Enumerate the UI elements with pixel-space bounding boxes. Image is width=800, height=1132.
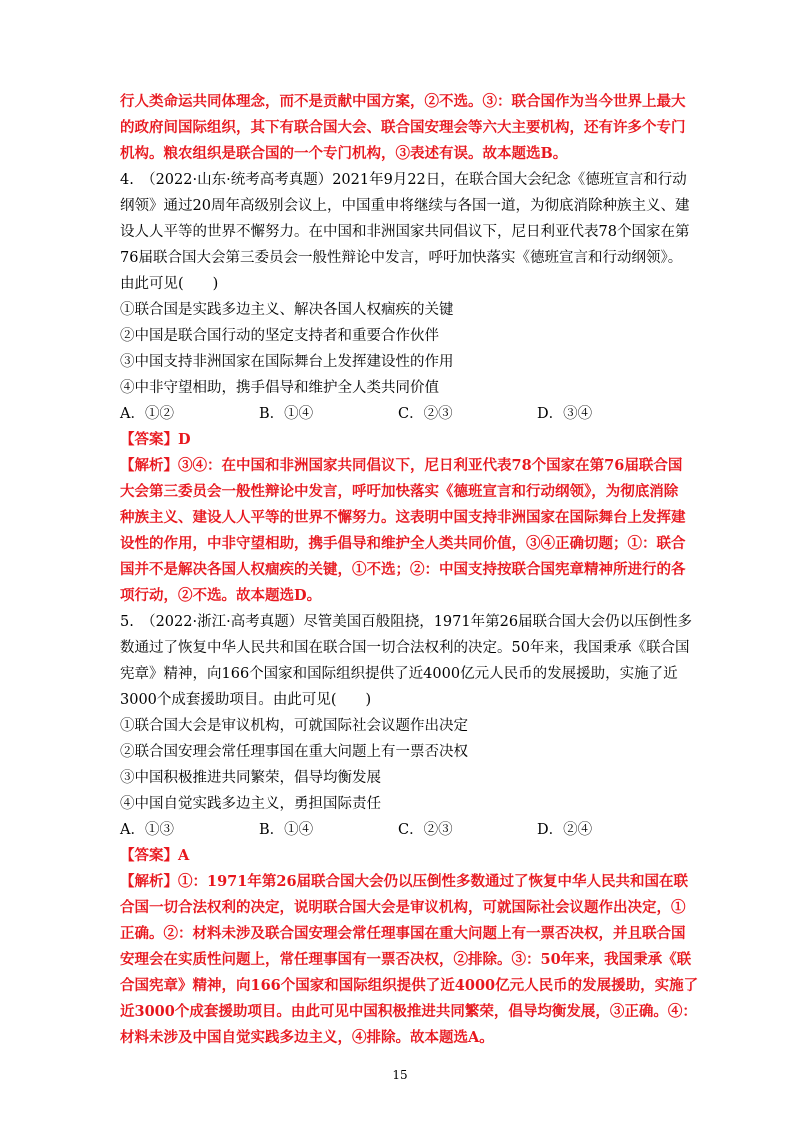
q5-statement: ③中国积极推进共同繁荣，倡导均衡发展 <box>120 770 381 786</box>
q4-statement: ④中非守望相助，携手倡导和维护全人类共同价值 <box>120 380 439 396</box>
prev-analysis-line: 机构。粮农组织是联合国的一个专门机构，③表述有误。故本题选B。 <box>120 145 568 162</box>
q4-analysis-line: 项行动，②不选。故本题选D。 <box>120 587 322 604</box>
q5-analysis-line: 合国宪章》精神，向166个国家和国际组织提供了近4000亿元人民币的发展援助，实施了 <box>120 977 699 994</box>
q4-analysis-line: 国并不是解决各国人权痼疾的关键，①不选；②：中国支持按联合国宪章精神所进行的各 <box>120 561 686 578</box>
q4-stem-line: 纲领》通过20周年高级别会议上，中国重申将继续与各国一道，为彻底消除种族主义、建 <box>120 198 690 214</box>
q5-analysis-line: 【解析】①：1971年第26届联合国大会仍以压倒性多数通过了恢复中华人民共和国在联 <box>120 873 689 890</box>
q4-stem-line: 由此可见( ) <box>120 276 219 292</box>
q5-answer: 【答案】A <box>120 847 190 864</box>
q4-option-c: C．②③ <box>398 406 453 422</box>
q5-stem-line: 5. （2022·浙江·高考真题）尽管美国百般阻挠，1971年第26届联合国大会仍以压倒性多 <box>120 614 693 630</box>
q5-analysis-line: 近3000个成套援助项目。由此可见中国积极推进共同繁荣，倡导均衡发展，③正确。④： <box>120 1003 697 1020</box>
page-number: 15 <box>392 1068 408 1082</box>
prev-analysis-line: 行人类命运共同体理念，而不是贡献中国方案，②不选。③：联合国作为当今世界上最大 <box>120 93 686 110</box>
q5-statement: ④中国自觉实践多边主义，勇担国际责任 <box>120 796 381 812</box>
q4-option-b: B．①④ <box>259 406 314 422</box>
prev-analysis-line: 的政府间国际组织，其下有联合国大会、联合国安理会等六大主要机构，还有许多个专门 <box>120 119 686 136</box>
q5-statement: ①联合国大会是审议机构，可就国际社会议题作出决定 <box>120 718 468 734</box>
q4-option-a: A．①② <box>120 406 174 422</box>
q4-stem-line: 76届联合国大会第三委员会一般性辩论中发言，呼吁加快落实《德班宣言和行动纲领》。 <box>120 250 683 266</box>
q5-analysis-line: 材料未涉及中国自觉实践多边主义，④排除。故本题选A。 <box>120 1029 494 1046</box>
q4-stem-line: 设人人平等的世界不懈努力。在中国和非洲国家共同倡议下，尼日利亚代表78个国家在第 <box>120 224 690 240</box>
q5-analysis-line: 合国一切合法权利的决定，说明联合国大会是审议机构，可就国际社会议题作出决定，① <box>120 899 686 916</box>
q4-analysis-line: 【解析】③④：在中国和非洲国家共同倡议下，尼日利亚代表78个国家在第76届联合国 <box>120 457 683 474</box>
q5-option-d: D．②④ <box>537 822 593 838</box>
q5-option-a: A．①③ <box>120 822 174 838</box>
q4-analysis-line: 种族主义、建设人人平等的世界不懈努力。这表明中国支持非洲国家在国际舞台上发挥建 <box>120 509 686 526</box>
q4-statement: ③中国支持非洲国家在国际舞台上发挥建设性的作用 <box>120 354 454 370</box>
q5-option-c: C．②③ <box>398 822 453 838</box>
q4-statement: ①联合国是实践多边主义、解决各国人权痼疾的关键 <box>120 302 454 318</box>
q5-analysis-line: 安理会在实质性问题上，常任理事国有一票否决权，②排除。③：50年来，我国秉承《联 <box>120 951 692 968</box>
q5-statement: ②联合国安理会常任理事国在重大问题上有一票否决权 <box>120 744 468 760</box>
q4-analysis-line: 设性的作用，中非守望相助，携手倡导和维护全人类共同价值，③④正确切题；①：联合 <box>120 535 686 552</box>
q5-option-b: B．①④ <box>259 822 314 838</box>
q5-stem-line: 数通过了恢复中华人民共和国在联合国一切合法权利的决定。50年来，我国秉承《联合国 <box>120 640 690 656</box>
q5-stem-line: 宪章》精神，向166个国家和国际组织提供了近4000亿元人民币的发展援助，实施了近 <box>120 666 678 682</box>
q4-answer: 【答案】D <box>120 431 191 448</box>
q4-option-d: D．③④ <box>537 406 593 422</box>
q4-statement: ②中国是联合国行动的坚定支持者和重要合作伙伴 <box>120 328 439 344</box>
q5-analysis-line: 正确。②：材料未涉及联合国安理会常任理事国在重大问题上有一票否决权，并且联合国 <box>120 925 686 942</box>
q4-analysis-line: 大会第三委员会一般性辩论中发言，呼吁加快落实《德班宣言和行动纲领》，为彻底消除 <box>120 483 679 500</box>
q5-stem-line: 3000个成套援助项目。由此可见( ) <box>120 692 372 708</box>
q4-stem-line: 4. （2022·山东·统考高考真题）2021年9月22日，在联合国大会纪念《德班宣言和行动 <box>120 172 687 188</box>
